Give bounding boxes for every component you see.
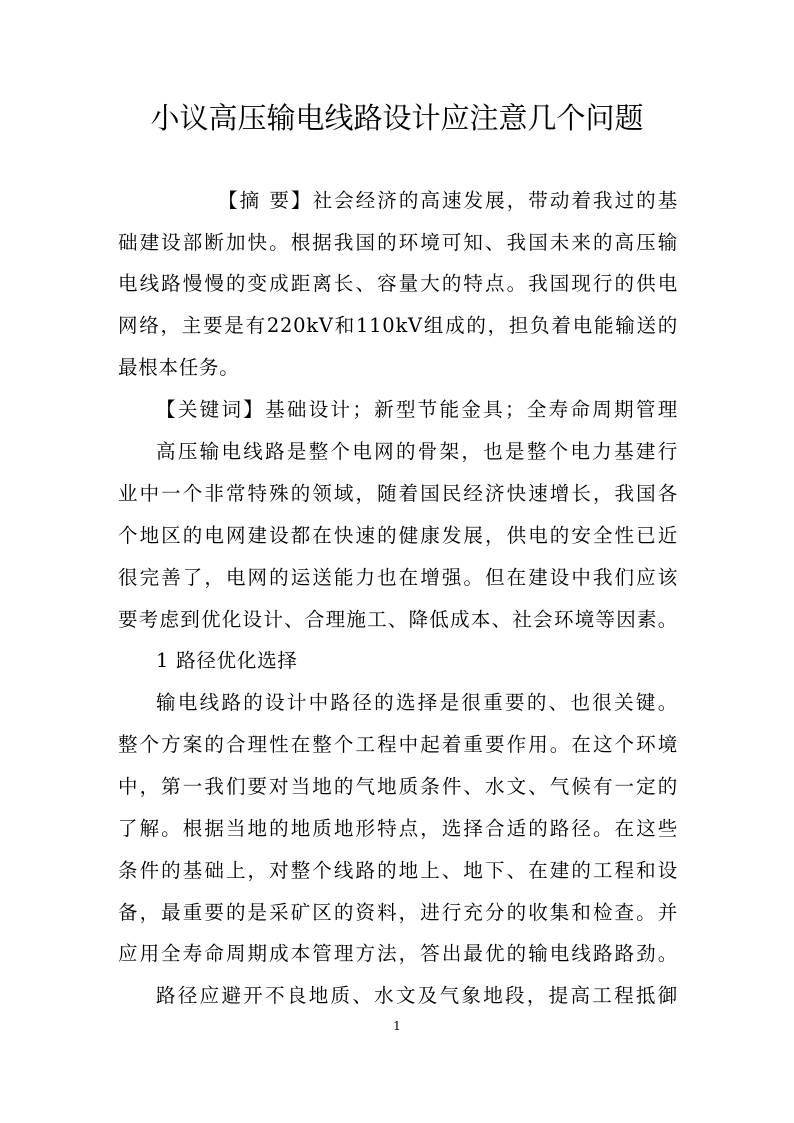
section-line-6: 备，最重要的是采矿区的资料，进行充分的收集和检查。并 — [118, 901, 678, 924]
abstract-line-5: 最根本任务。 — [118, 356, 240, 379]
keywords-line: 【关键词】基础设计；新型节能金具；全寿命周期管理 — [156, 398, 678, 421]
section-heading: 1 路径优化选择 — [156, 649, 298, 672]
section-line-2: 整个方案的合理性在整个工程中起着重要作用。在这个环境 — [118, 733, 678, 756]
body-line-2: 业中一个非常特殊的领域，随着国民经济快速增长，我国各 — [118, 482, 678, 505]
body-line-4: 很完善了，电网的运送能力也在增强。但在建设中我们应该 — [118, 566, 678, 589]
document-title: 小议高压输电线路设计应注意几个问题 — [150, 101, 644, 135]
section-line-3: 中，第一我们要对当地的气地质条件、水文、气候有一定的 — [118, 775, 678, 798]
section-line-8: 路径应避开不良地质、水文及气象地段，提高工程抵御 — [156, 984, 678, 1007]
page-number: 1 — [393, 1019, 401, 1033]
abstract-line-1: 【摘 要】社会经济的高速发展，带动着我过的基 — [218, 189, 678, 212]
abstract-line-2: 础建设部断加快。根据我国的环境可知、我国未来的高压输 — [118, 231, 678, 254]
section-line-5: 条件的基础上，对整个线路的地上、地下、在建的工程和设 — [118, 859, 678, 882]
body-line-3: 个地区的电网建设都在快速的健康发展，供电的安全性已近 — [118, 524, 678, 547]
abstract-line-3: 电线路慢慢的变成距离长、容量大的特点。我国现行的供电 — [118, 272, 678, 295]
section-line-4: 了解。根据当地的地质地形特点，选择合适的路径。在这些 — [118, 817, 678, 840]
section-line-7: 应用全寿命周期成本管理方法，答出最优的输电线路路劲。 — [118, 942, 678, 965]
body-line-5: 要考虑到优化设计、合理施工、降低成本、社会环境等因素。 — [118, 608, 678, 631]
body-line-1: 高压输电线路是整个电网的骨架，也是整个电力基建行 — [156, 440, 678, 463]
abstract-line-4: 网络，主要是有220kV和110kV组成的，担负着电能输送的 — [118, 314, 678, 337]
section-line-1: 输电线路的设计中路径的选择是很重要的、也很关键。 — [156, 691, 678, 714]
